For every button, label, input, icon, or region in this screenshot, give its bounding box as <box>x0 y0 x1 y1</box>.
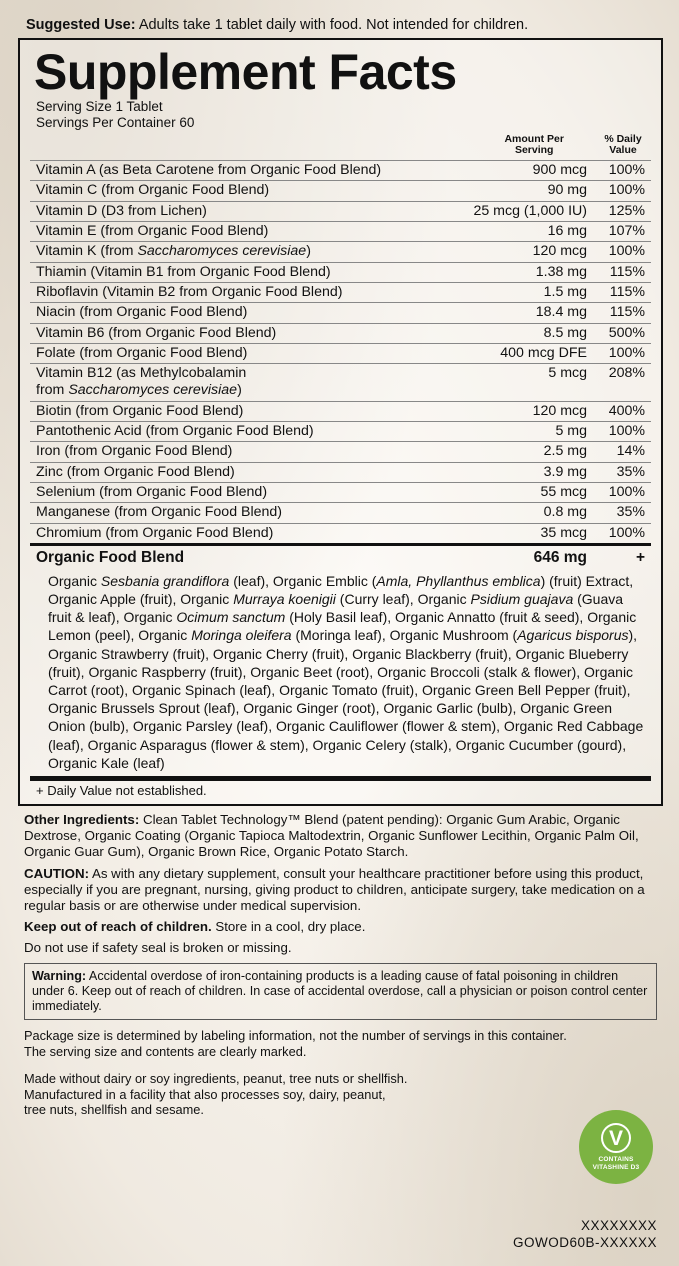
nutrient-dv: 107% <box>595 221 651 241</box>
nutrient-name: Vitamin B12 (as Methylcobalamin from Saccharomyces cerevisiae) <box>30 364 473 402</box>
nutrient-dv: 100% <box>595 181 651 201</box>
nutrient-name: Biotin (from Organic Food Blend) <box>30 401 473 421</box>
nutrient-amount: 1.5 mg <box>473 282 595 302</box>
amount-per-serving-header <box>473 134 595 157</box>
lot-code: XXXXXXXX <box>580 1217 657 1233</box>
nutrient-name: Iron (from Organic Food Blend) <box>30 442 473 462</box>
blend-row <box>30 544 651 569</box>
vitashine-v-icon: V <box>601 1123 631 1153</box>
caution-block <box>24 866 663 915</box>
nutrient-dv: 100% <box>595 483 651 503</box>
table-row <box>30 523 651 544</box>
table-row <box>30 422 651 442</box>
nutrient-amount: 5 mcg <box>473 364 595 402</box>
nutrient-name: Vitamin A (as Beta Carotene from Organic Food Blend) <box>30 161 473 181</box>
amount-header-line2: Serving <box>514 143 554 156</box>
caution-label: CAUTION: <box>24 865 89 881</box>
lot-code-block <box>513 1217 657 1252</box>
nutrient-dv: 208% <box>595 364 651 402</box>
table-row <box>30 181 651 201</box>
nutrient-dv: 115% <box>595 262 651 282</box>
nutrient-dv: 100% <box>595 161 651 181</box>
table-row <box>30 262 651 282</box>
other-info-block <box>24 812 663 957</box>
nutrient-name: Folate (from Organic Food Blend) <box>30 343 473 363</box>
nutrient-amount: 900 mcg <box>473 161 595 181</box>
iron-warning-box <box>24 963 657 1020</box>
nutrient-amount: 3.9 mg <box>473 462 595 482</box>
nutrient-dv: 35% <box>595 503 651 523</box>
nutrient-amount: 35 mcg <box>473 523 595 544</box>
sku-code: GOWOD60B-XXXXXX <box>512 1235 657 1251</box>
table-row <box>30 401 651 421</box>
table-row <box>30 462 651 482</box>
package-size-note: Package size is determined by labeling information, not the number of servings in this container. The serving size and contents are clearly marked. <box>24 1027 567 1059</box>
table-row <box>30 221 651 241</box>
nutrient-dv: 125% <box>595 201 651 221</box>
table-row <box>30 161 651 181</box>
allergen-note: Made without dairy or soy ingredients, peanut, tree nuts or shellfish. Manufactured in a facility that also processes soy, dairy, peanut, tree nuts, shellfish and sesame. <box>24 1071 408 1118</box>
table-row <box>30 242 651 262</box>
spacer-header <box>30 134 473 157</box>
safety-seal-line: Do not use if safety seal is broken or missing. <box>24 940 292 956</box>
other-ingredients-label: Other Ingredients: <box>24 811 140 827</box>
amount-header-line1: Amount Per <box>504 132 564 145</box>
other-ingredients <box>24 812 663 861</box>
warning-text: Accidental overdose of iron-containing products is a leading cause of fatal poisoning in children under 6. Keep out of reach of children. In case of accidental overdose, call a physician or poison control center immediately. <box>32 968 648 1013</box>
nutrient-dv: 14% <box>595 442 651 462</box>
servings-per-container: Servings Per Container 60 <box>36 115 195 131</box>
table-row <box>30 323 651 343</box>
nutrient-amount: 1.38 mg <box>473 262 595 282</box>
suggested-use-label: Suggested Use: <box>26 17 136 33</box>
nutrient-name: Niacin (from Organic Food Blend) <box>30 303 473 323</box>
nutrient-name: Manganese (from Organic Food Blend) <box>30 503 473 523</box>
nutrient-dv: 100% <box>595 242 651 262</box>
warning-label: Warning: <box>32 968 87 983</box>
blend-amount: 646 mg <box>473 544 595 569</box>
vitashine-line2: VITASHINE D3 <box>592 1163 640 1171</box>
nutrient-amount: 120 mcg <box>473 401 595 421</box>
nutrient-amount: 5 mg <box>473 422 595 442</box>
daily-value-footnote: + Daily Value not established. <box>30 776 651 800</box>
table-row <box>30 483 651 503</box>
table-row <box>30 282 651 302</box>
table-row <box>30 442 651 462</box>
nutrient-dv: 115% <box>595 282 651 302</box>
nutrient-name: Vitamin K (from Saccharomyces cerevisiae) <box>30 242 473 262</box>
table-row <box>30 303 651 323</box>
nutrient-name: Zinc (from Organic Food Blend) <box>30 462 473 482</box>
nutrient-name: Pantothenic Acid (from Organic Food Blend) <box>30 422 473 442</box>
blend-name: Organic Food Blend <box>30 544 473 569</box>
table-row <box>30 503 651 523</box>
keep-out-block <box>24 919 663 935</box>
nutrient-dv: 400% <box>595 401 651 421</box>
nutrient-amount: 8.5 mg <box>473 323 595 343</box>
supplement-facts-panel <box>18 38 663 806</box>
nutrient-name: Vitamin C (from Organic Food Blend) <box>30 181 473 201</box>
dv-header-line1: % Daily <box>604 132 642 145</box>
nutrient-amount: 90 mg <box>473 181 595 201</box>
nutrient-name: Vitamin B6 (from Organic Food Blend) <box>30 323 473 343</box>
nutrient-amount: 18.4 mg <box>473 303 595 323</box>
nutrient-amount: 2.5 mg <box>473 442 595 462</box>
nutrient-name: Chromium (from Organic Food Blend) <box>30 523 473 544</box>
nutrient-name: Riboflavin (Vitamin B2 from Organic Food Blend) <box>30 282 473 302</box>
nutrient-amount: 400 mcg DFE <box>473 343 595 363</box>
vitashine-line1: CONTAINS <box>598 1156 634 1164</box>
nutrient-table-header <box>30 134 651 157</box>
nutrient-amount: 120 mcg <box>473 242 595 262</box>
suggested-use-text: Adults take 1 tablet daily with food. Not intended for children. <box>135 17 529 33</box>
nutrient-dv: 100% <box>595 343 651 363</box>
nutrient-amount: 0.8 mg <box>473 503 595 523</box>
nutrient-amount: 16 mg <box>473 221 595 241</box>
keep-out-text: Store in a cool, dry place. <box>211 919 366 935</box>
nutrient-name: Vitamin E (from Organic Food Blend) <box>30 221 473 241</box>
nutrient-rows <box>30 161 651 570</box>
table-row <box>30 364 651 402</box>
nutrient-amount: 25 mcg (1,000 IU) <box>473 201 595 221</box>
nutrient-name: Thiamin (Vitamin B1 from Organic Food Blend) <box>30 262 473 282</box>
nutrient-table <box>30 134 651 570</box>
vitashine-d3-badge <box>579 1110 653 1184</box>
table-row <box>30 343 651 363</box>
serving-info <box>36 99 651 131</box>
nutrient-dv: 100% <box>595 523 651 544</box>
nutrient-name: Vitamin D (D3 from Lichen) <box>30 201 473 221</box>
serving-size: Serving Size 1 Tablet <box>36 99 163 115</box>
daily-value-header <box>595 134 651 157</box>
nutrient-amount: 55 mcg <box>473 483 595 503</box>
suggested-use-line <box>26 16 663 34</box>
nutrient-dv: 35% <box>595 462 651 482</box>
nutrient-dv: 115% <box>595 303 651 323</box>
nutrient-dv: 100% <box>595 422 651 442</box>
nutrient-name: Selenium (from Organic Food Blend) <box>30 483 473 503</box>
page-title: Supplement Facts <box>34 44 457 101</box>
dv-header-line2: Value <box>609 143 637 156</box>
other-ingredients-text: Clean Tablet Technology™ Blend (patent pending): Organic Gum Arabic, Organic Dextrose, Organic Coating (Organic Tapioca Maltodextrin, Organic Sunflower Lecithin, Organic Palm Oil, Organic Guar Gum), Organic Brown Rice, Organic Potato Starch. <box>24 811 639 860</box>
blend-ingredients: Organic Sesbania grandiflora (leaf), Organic Emblic (Amla, Phyllanthus emblica) (fruit) Extract, Organic Apple (fruit), Organic Murraya koenigii (Curry leaf), Organic Psidium guajava (Guava fruit & leaf), Organic Ocimum sanctum (Holy Basil leaf), Organic Annatto (fruit & seed), Organic Lemon (peel), Organic Moringa oleifera (Moringa leaf), Organic Mushroom (Agaricus bisporus), Organic Strawberry (fruit), Organic Cherry (fruit), Organic Blackberry (fruit), Organic Blueberry (fruit), Organic Raspberry (fruit), Organic Beet (root), Organic Broccoli (stalk & flower), Organic Carrot (root), Organic Spinach (leaf), Organic Tomato (fruit), Organic Green Bell Pepper (fruit), Organic Brussels Sprout (leaf), Organic Ginger (root), Organic Garlic (bulb), Organic Green Onion (bulb), Organic Parsley (leaf), Organic Cauliflower (flower & stem), Organic Red Cabbage (leaf), Organic Asparagus (flower & stem), Organic Celery (stalk), Organic Cucumber (gourd), Organic Kale (leaf) <box>48 572 644 771</box>
nutrient-dv: 500% <box>595 323 651 343</box>
table-row <box>30 201 651 221</box>
blend-dv: + <box>595 544 651 569</box>
keep-out-label: Keep out of reach of children. <box>24 919 212 935</box>
caution-text: As with any dietary supplement, consult your healthcare practitioner before using this product, especially if you are pregnant, nursing, giving product to children, anticipate surgery, take medication on a regular basis or are otherwise under medical supervision. <box>24 865 645 913</box>
